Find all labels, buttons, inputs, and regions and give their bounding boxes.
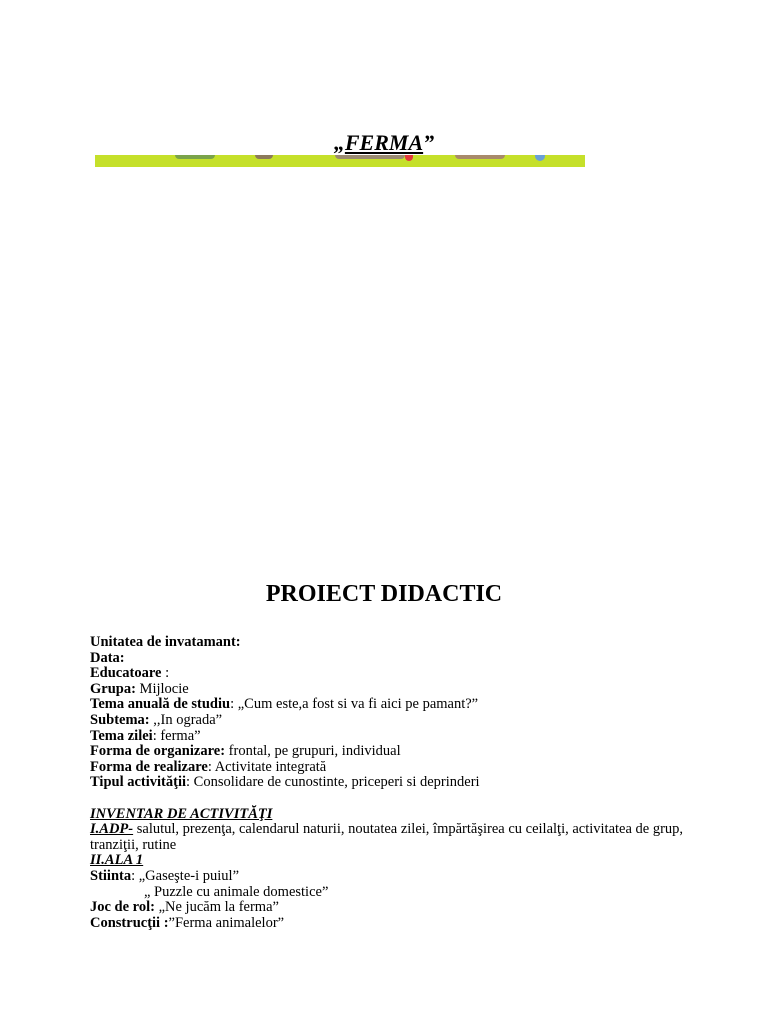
constructii-value: ”Ferma animalelor” — [168, 914, 285, 931]
constructii-row — [90, 916, 690, 932]
spacer — [90, 791, 690, 807]
project-info — [90, 635, 690, 931]
forma-organizare-row — [90, 744, 690, 760]
joc-de-rol-label: Joc de rol: — [90, 899, 155, 916]
stiinta-row-2: „ Puzzle cu animale domestice” — [144, 883, 329, 900]
cover-open-quote: „ — [333, 130, 345, 155]
grupa-value: Mijlocie — [135, 680, 189, 697]
subtema-value: ,,In ograda” — [149, 711, 223, 728]
tipul-activitatii-label: Tipul activităţii — [90, 774, 187, 791]
page-title: PROIECT DIDACTIC — [265, 581, 503, 607]
ala-heading: II.ALA 1 — [90, 852, 144, 869]
tipul-activitatii-row — [90, 775, 690, 791]
cover-close-quote: ” — [423, 130, 435, 155]
unitatea-label: Unitatea de invatamant: — [90, 634, 241, 650]
educatoare-value: : — [161, 665, 170, 682]
forma-realizare-label: Forma de realizare — [90, 758, 208, 775]
data-label: Data: — [90, 649, 125, 666]
subtema-label: Subtema: — [90, 711, 150, 728]
joc-de-rol-row — [90, 900, 690, 916]
tema-zilei-label: Tema zilei — [90, 727, 153, 744]
tema-anuala-label: Tema anuală de studiu — [90, 696, 231, 713]
banner-decoration — [175, 155, 215, 159]
constructii-label: Construcţii : — [90, 914, 169, 931]
tipul-activitatii-value: : Consolidare de cunostinte, priceperi si deprinderi — [186, 774, 480, 791]
banner-decoration — [255, 155, 273, 159]
banner-decoration — [535, 155, 545, 161]
banner-decoration — [455, 155, 505, 159]
adp-label: I.ADP- — [90, 821, 134, 838]
cover-title-text: FERMA — [344, 130, 424, 155]
stiinta-value: : „Gaseşte-i puiul” — [131, 867, 240, 884]
cover-title — [0, 128, 768, 158]
forma-organizare-value: frontal, pe grupuri, individual — [225, 743, 401, 760]
banner-decoration — [405, 155, 413, 161]
forma-organizare-label: Forma de organizare: — [90, 743, 226, 760]
forma-realizare-row — [90, 760, 690, 776]
stiinta-row — [90, 869, 690, 885]
tema-zilei-row — [90, 729, 690, 745]
inventar-heading: INVENTAR DE ACTIVITĂŢI — [90, 805, 273, 822]
subtema-row — [90, 713, 690, 729]
grupa-row — [90, 682, 690, 698]
farm-banner-image — [95, 155, 585, 167]
adp-text: salutul, prezenţa, calendarul naturii, noutatea zilei, împărtăşirea cu ceilalţi, activitatea de grup, tranziţii, rutine — [90, 821, 684, 853]
stiinta-label: Stiinta — [90, 867, 132, 884]
tema-anuala-value: : „Cum este,a fost si va fi aici pe pamant?” — [230, 696, 479, 713]
tema-zilei-value: : ferma” — [152, 727, 201, 744]
banner-decoration — [335, 155, 405, 159]
tema-anuala-row — [90, 697, 690, 713]
grupa-label: Grupa: — [90, 680, 136, 697]
joc-de-rol-value: „Ne jucăm la ferma” — [154, 899, 279, 916]
educatoare-row — [90, 666, 690, 682]
adp-row — [90, 822, 690, 853]
forma-realizare-value: : Activitate integrată — [207, 758, 327, 775]
educatoare-label: Educatoare — [90, 665, 162, 682]
